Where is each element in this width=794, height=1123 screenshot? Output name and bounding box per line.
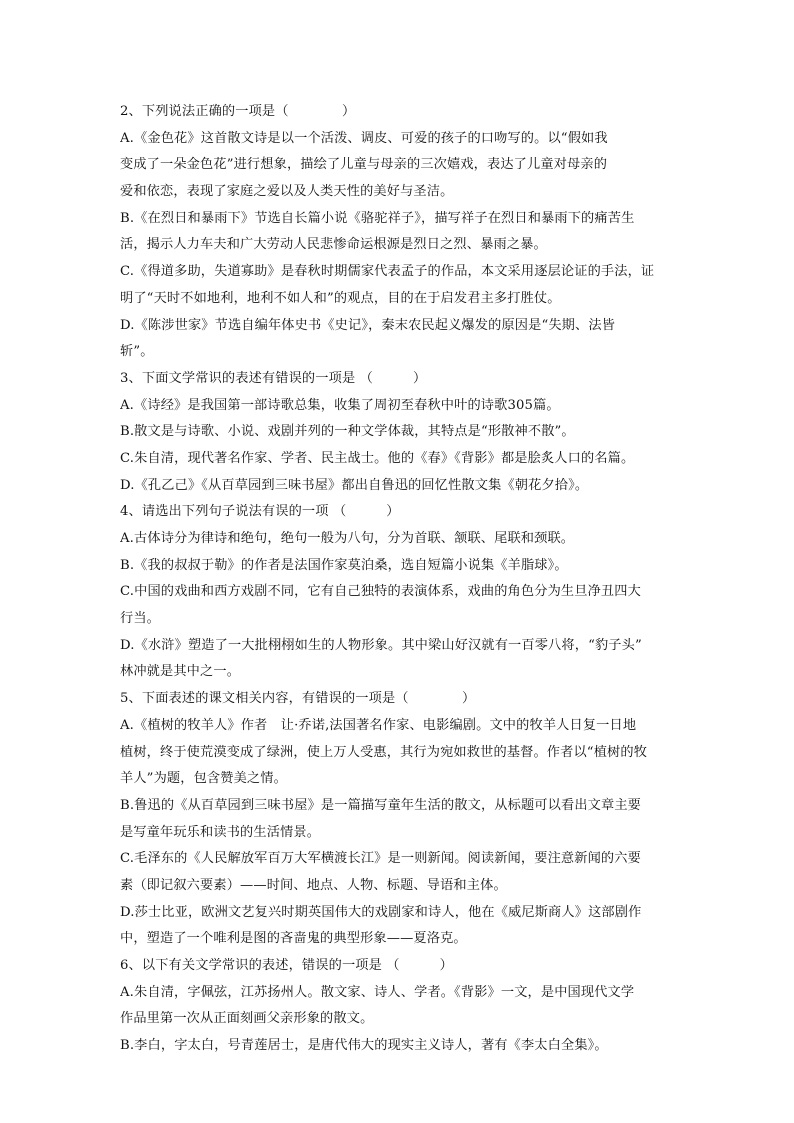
text-line: D.《陈涉世家》节选自编年体史书《史记》，秦末农民起义爆发的原因是“失期、法皆 bbox=[120, 317, 616, 333]
text-line: 变成了一朵金色花”进行想象，描绘了儿童与母亲的三次嬉戏，表达了儿童对母亲的 bbox=[120, 157, 608, 173]
text-line: 2、下列说法正确的一项是（ ） bbox=[120, 104, 356, 119]
text-line: 6、以下有关文学常识的表述，错误的一项是 （ ） bbox=[120, 958, 453, 973]
text-line: 4、请选出下列句子说法有误的一项 （ ） bbox=[120, 504, 400, 520]
text-line: 活，揭示人力车夫和广大劳动人民悲惨命运根源是烈日之烈、暴雨之暴。 bbox=[120, 237, 547, 253]
text-line: 爱和依恋，表现了家庭之爱以及人类天性的美好与圣洁。 bbox=[120, 184, 454, 200]
text-line: 植树，终于使荒漠变成了绿洲，使上万人受惠，其行为宛如救世的基督。作者以“植树的牧 bbox=[120, 744, 648, 760]
text-line: D.《孔乙己》《从百草园到三味书屋》都出自鲁迅的回忆性散文集《朝花夕拾》。 bbox=[120, 477, 589, 493]
text-line: 明了“天时不如地利，地利不如人和”的观点，目的在于启发君主多打胜仗。 bbox=[120, 290, 561, 306]
text-line: A.《诗经》是我国第一部诗歌总集，收集了周初至春秋中叶的诗歌305篇。 bbox=[120, 397, 560, 413]
text-line: 林冲就是其中之一。 bbox=[120, 664, 241, 680]
text-line: B.李白，字太白，号青莲居士，是唐代伟大的现实主义诗人，著有《李太白全集》。 bbox=[120, 1038, 608, 1054]
text-line: 作品里第一次从正面刻画父亲形象的散文。 bbox=[120, 1011, 374, 1027]
text-line: 3、下面文学常识的表述有错误的一项是 （ ） bbox=[120, 370, 427, 386]
text-line: C.朱自清，现代著名作家、学者、民主战士。他的《春》《背影》都是脍炙人口的名篇。 bbox=[120, 450, 635, 466]
text-line: C.中国的戏曲和西方戏剧不同，它有自己独特的表演体系，戏曲的角色分为生旦净丑四大 bbox=[120, 584, 641, 600]
text-line: 5、下面表述的课文相关内容，有错误的一项是（ ） bbox=[120, 691, 476, 707]
text-line: A.古体诗分为律诗和绝句，绝句一般为八句，分为首联、颔联、尾联和颈联。 bbox=[120, 531, 575, 546]
text-line: D.《水浒》塑造了一大批栩栩如生的人物形象。其中梁山好汉就有一百零八将，“豹子头” bbox=[120, 637, 642, 653]
text-line: 是写童年玩乐和读书的生活情景。 bbox=[120, 824, 321, 840]
document-body bbox=[120, 99, 680, 1060]
text-line: A.《金色花》这首散文诗是以一个活泼、调皮、可爱的孩子的口吻写的。以“假如我 bbox=[120, 130, 608, 146]
text-line: B.《我的叔叔于勒》的作者是法国作家莫泊桑，选自短篇小说集《羊脂球》。 bbox=[120, 557, 568, 573]
text-line: B.《在烈日和暴雨下》节选自长篇小说《骆驼祥子》，描写祥子在烈日和暴雨下的痛苦生 bbox=[120, 210, 635, 226]
text-line: D.莎士比亚，欧洲文艺复兴时期英国伟大的戏剧家和诗人，他在《威尼斯商人》这部剧作 bbox=[120, 904, 642, 920]
text-line: 羊人”为题，包含赞美之情。 bbox=[120, 771, 287, 787]
text-line: A.朱自清，字佩弦，江苏扬州人。散文家、诗人、学者。《背影》一文，是中国现代文学 bbox=[120, 984, 635, 1000]
text-line: 素（即记叙六要素）——时间、地点、人物、标题、导语和主体。 bbox=[120, 877, 507, 893]
text-line: B.鲁迅的《从百草园到三味书屋》是一篇描写童年生活的散文，从标题可以看出文章主要 bbox=[120, 797, 642, 813]
text-line: 中，塑造了一个唯利是图的吝啬鬼的典型形象——夏洛克。 bbox=[120, 931, 467, 947]
text-line: 行当。 bbox=[120, 611, 161, 627]
text-line: C.毛泽东的《人民解放军百万大军横渡长江》是一则新闻。阅读新闻，要注意新闻的六要 bbox=[120, 851, 641, 867]
text-line: B.散文是与诗歌、小说、戏剧并列的一种文学体裁，其特点是“形散神不散”。 bbox=[120, 424, 575, 440]
text-line: 斩”。 bbox=[120, 344, 154, 360]
text-line: C.《得道多助，失道寡助》是春秋时期儒家代表孟子的作品，本文采用逐层论证的手法，证 bbox=[120, 264, 655, 280]
text-line: A.《植树的牧羊人》作者 让·乔诺,法国著名作家、电影编剧。文中的牧羊人日复一日地 bbox=[120, 717, 637, 733]
